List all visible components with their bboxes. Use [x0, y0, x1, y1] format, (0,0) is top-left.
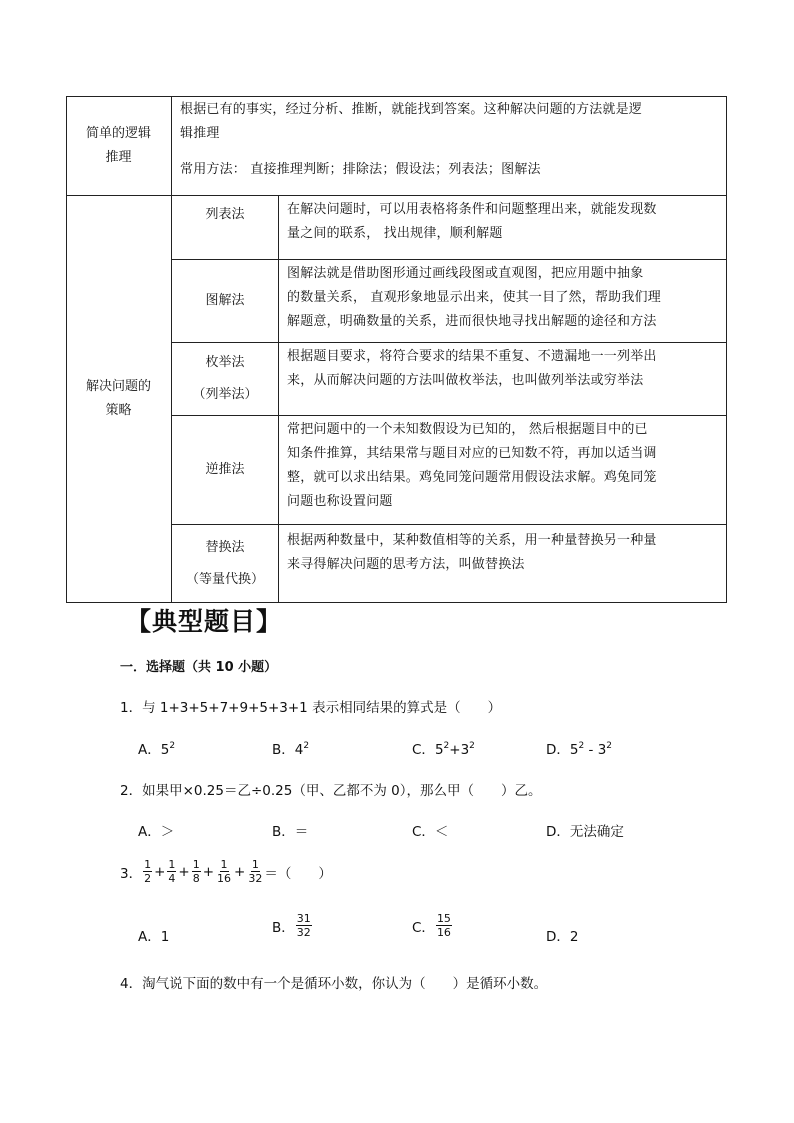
operator: - [584, 742, 598, 758]
plus-sign: + [154, 863, 166, 880]
power-base: 3 [460, 742, 470, 758]
option-value: 2 [569, 929, 579, 945]
power-base: 3 [597, 742, 607, 758]
method-desc-line: 图解法就是借助图形通过画线段图或直观图，把应用题中抽象 [287, 266, 644, 281]
q1-option-a [138, 738, 175, 758]
row2-label [66, 196, 171, 602]
fraction [167, 858, 176, 885]
plus-sign: + [202, 863, 215, 880]
row1-label-line: 推理 [105, 149, 132, 165]
power-exponent: 2 [578, 741, 585, 751]
denominator: 32 [296, 926, 311, 939]
denominator: 2 [144, 872, 152, 885]
row1-content [172, 96, 726, 195]
denominator: 4 [168, 872, 176, 885]
method-name-diagram [172, 260, 278, 342]
power-exponent: 2 [443, 741, 450, 751]
method-desc-line: 在解决问题时，可以用表格将条件和问题整理出来，就能发现数 [287, 202, 657, 217]
row1-label [66, 96, 171, 195]
power-exponent: 2 [169, 741, 176, 751]
option-label: D． [546, 742, 570, 758]
question-number: 3． [120, 865, 143, 882]
question-2: 2．如果甲×0.25＝乙÷0.25（甲、乙都不为 0），那么甲（ ）乙。 [120, 783, 542, 799]
operator: + [449, 742, 461, 758]
method-desc-line: 整，就可以求出结果。鸡兔同笼问题常用假设法求解。鸡兔同笼 [287, 470, 657, 485]
method-desc-line: 知条件推算，其结果常与题目对应的已知数不符，再加以适当调 [287, 446, 657, 461]
numerator: 15 [436, 912, 451, 925]
row1-desc-line: 根据已有的事实，经过分析、推断，就能找到答案。这种解决问题的方法就是逻 [180, 102, 643, 117]
method-name-list [172, 196, 278, 259]
power-base: 5 [569, 742, 579, 758]
fraction [247, 858, 263, 885]
method-name-enumeration [172, 343, 278, 415]
method-desc-substitution [279, 525, 726, 602]
option-label: C． [412, 742, 435, 758]
method-name-substitution [172, 525, 278, 602]
fraction [296, 912, 312, 939]
q2-option-d: D．无法确定 [546, 824, 624, 840]
method-desc-line: 根据两种数量中，某种数值相等的关系，用一种量替换另一种量 [287, 533, 657, 548]
q2-option-a: A．＞ [138, 824, 175, 840]
option-label: C． [412, 919, 435, 936]
q1-option-d [546, 738, 612, 758]
method-desc-line: 量之间的联系， 找出规律，顺利解题 [287, 226, 503, 241]
q3-option-b [272, 912, 313, 939]
power-exponent: 2 [469, 741, 475, 751]
denominator: 16 [217, 872, 232, 885]
fraction [192, 858, 201, 885]
question-tail: ＝（ ） [264, 865, 332, 882]
method-name-line: （等量代换） [185, 571, 264, 587]
option-label: A． [138, 929, 161, 945]
power-exponent: 2 [303, 741, 310, 751]
q2-option-b: B．＝ [272, 824, 309, 840]
option-label: B． [272, 742, 295, 758]
method-desc-line: 根据题目要求，将符合要求的结果不重复、不遗漏地一一列举出 [287, 349, 657, 364]
denominator: 16 [436, 926, 451, 939]
plus-sign: + [178, 863, 190, 880]
row1-desc-line: 辑推理 [180, 126, 220, 141]
power-base: 5 [160, 742, 170, 758]
fraction [216, 858, 232, 885]
option-value: 1 [160, 929, 170, 945]
q2-option-c: C．＜ [412, 824, 449, 840]
method-name-backward [172, 416, 278, 524]
row2-label-line: 解决问题的 [85, 379, 151, 394]
option-label: D． [546, 929, 570, 945]
method-desc-line: 来寻得解决问题的思考方法，叫做替换法 [287, 557, 525, 572]
q3-option-a [138, 925, 169, 945]
method-desc-line: 来，从而解决问题的方法叫做枚举法，也叫做列举法或穷举法 [287, 373, 644, 388]
method-desc-line: 常把问题中的一个未知数假设为已知的， 然后根据题目中的已 [287, 422, 648, 437]
fraction [436, 912, 452, 939]
numerator: 1 [220, 858, 228, 871]
section-title: 【典型题目】 [126, 607, 283, 636]
numerator: 1 [251, 858, 259, 871]
numerator: 1 [144, 858, 152, 871]
denominator: 8 [192, 872, 200, 885]
table-border-right [726, 96, 727, 603]
question-4: 4．淘气说下面的数中有一个是循环小数，你认为（ ）是循环小数。 [120, 976, 548, 992]
power-base: 4 [294, 742, 304, 758]
fraction [143, 858, 152, 885]
method-name-line: （列举法） [192, 387, 258, 402]
denominator: 32 [248, 872, 263, 885]
section-subtitle: 一．选择题（共 10 小题） [120, 660, 278, 675]
row1-label-line: 简单的逻辑 [85, 125, 151, 141]
option-label: A． [138, 742, 161, 758]
method-desc-line: 的数量关系， 直观形象地显示出来，使其一目了然，帮助我们理 [287, 290, 661, 305]
method-name-line: 图解法 [205, 293, 245, 308]
row1-methods-line: 常用方法： 直接推理判断；排除法；假设法；列表法；图解法 [180, 162, 541, 177]
power-base: 5 [434, 742, 444, 758]
knowledge-table [66, 96, 727, 603]
option-label: B． [272, 919, 295, 936]
numerator: 31 [296, 912, 311, 925]
method-name-line: 逆推法 [205, 462, 245, 477]
q3-option-c [412, 912, 453, 939]
method-desc-diagram [279, 260, 726, 342]
method-desc-list [279, 196, 726, 259]
question-1: 1．与 1+3+5+7+9+5+3+1 表示相同结果的算式是（ ） [120, 700, 502, 716]
method-desc-backward [279, 416, 726, 524]
method-desc-enumeration [279, 343, 726, 415]
numerator: 1 [168, 858, 176, 871]
q1-option-b [272, 738, 309, 758]
method-desc-line: 问题也称设置问题 [287, 494, 393, 509]
method-name-line: 替换法 [205, 539, 245, 555]
method-name-line: 枚举法 [205, 355, 245, 370]
q1-option-c [412, 738, 475, 758]
method-desc-line: 解题意，明确数量的关系，进而很快地寻找出解题的途径和方法 [287, 314, 657, 329]
power-exponent: 2 [606, 741, 613, 751]
row2-label-line: 策略 [105, 403, 132, 418]
q3-option-d [546, 925, 579, 945]
plus-sign: + [234, 863, 246, 880]
numerator: 1 [192, 858, 200, 871]
method-name-line: 列表法 [205, 207, 245, 222]
question-3 [120, 858, 332, 885]
